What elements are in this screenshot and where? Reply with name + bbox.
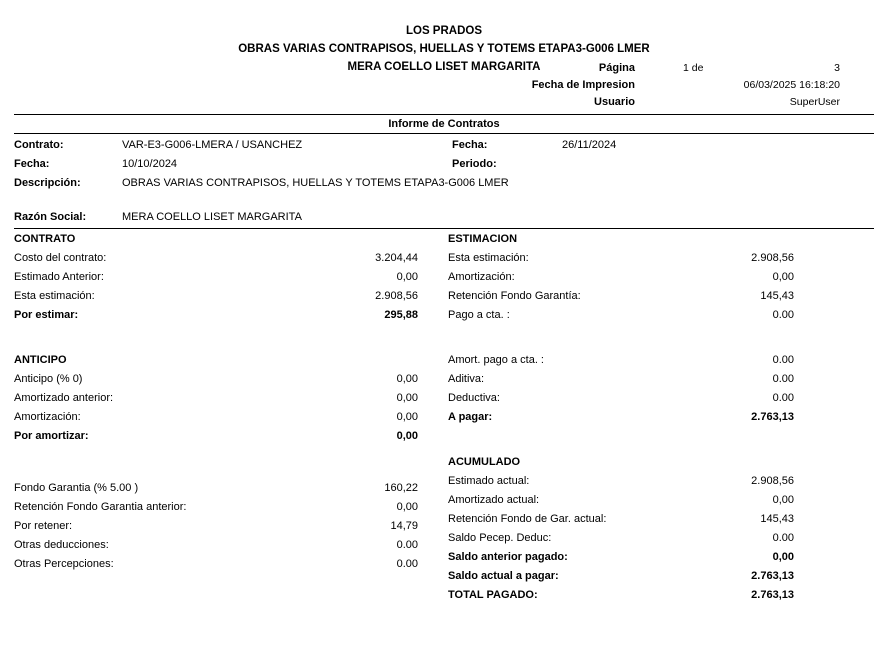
section-title-contrato: CONTRATO	[14, 233, 76, 245]
label-deductiva: Deductiva:	[448, 392, 500, 404]
value-contrato: VAR-E3-G006-LMERA / USANCHEZ	[122, 139, 303, 151]
amount-saldo-pecep-deduc: 0.00	[772, 532, 794, 544]
row-por-retener	[14, 517, 418, 536]
meta-value-fecha-impresion: 06/03/2025 16:18:20	[743, 79, 840, 91]
row-total-pagado	[448, 586, 794, 605]
spacer-pago	[448, 325, 794, 351]
label-otras-percepciones: Otras Percepciones:	[14, 558, 114, 570]
label-estimado-actual: Estimado actual:	[448, 475, 530, 487]
label-estimado-anterior: Estimado Anterior:	[14, 271, 104, 283]
meta-value-pagina: 1 de	[683, 62, 704, 74]
row-fondo-garantia	[14, 479, 418, 498]
label-amortizacion-right: Amortización:	[448, 271, 515, 283]
right-column	[448, 230, 794, 605]
row-anticipo-pct	[14, 370, 418, 389]
label-anticipo-pct: Anticipo (% 0)	[14, 373, 83, 385]
row-esta-estimacion-left	[14, 287, 418, 306]
row-por-estimar	[14, 306, 418, 325]
value-razon-social: MERA COELLO LISET MARGARITA	[122, 211, 302, 223]
amount-por-amortizar: 0,00	[396, 430, 418, 442]
row-saldo-anterior-pagado	[448, 548, 794, 567]
amount-esta-estimacion-right: 2.908,56	[751, 252, 794, 264]
label-por-estimar: Por estimar:	[14, 309, 79, 321]
report-banner: Informe de Contratos	[14, 114, 874, 134]
amount-amortizacion-left: 0,00	[396, 411, 418, 423]
row-costo-contrato	[14, 249, 418, 268]
section-title-estimacion: ESTIMACION	[448, 233, 518, 245]
amount-fondo-garantia: 160,22	[384, 482, 418, 494]
contract-row-contrato	[14, 136, 874, 155]
meta-value-usuario: SuperUser	[789, 96, 840, 108]
label-costo-contrato: Costo del contrato:	[14, 252, 107, 264]
label-saldo-pecep-deduc: Saldo Pecep. Deduc:	[448, 532, 552, 544]
row-retencion-fondo-garantia	[448, 287, 794, 306]
section-title-anticipo: ANTICIPO	[14, 354, 67, 366]
row-amort-pago-a-cta	[448, 351, 794, 370]
contract-row-fecha	[14, 155, 874, 174]
label-por-amortizar: Por amortizar:	[14, 430, 89, 442]
label-amortizado-anterior: Amortizado anterior:	[14, 392, 114, 404]
row-deductiva	[448, 389, 794, 408]
label-descripcion: Descripción:	[14, 177, 81, 189]
row-otras-percepciones	[14, 555, 418, 574]
label-retencion-fondo-garantia: Retención Fondo Garantía:	[448, 290, 581, 302]
amount-retencion-fondo-gar-actual: 145,43	[760, 513, 794, 525]
label-fecha-contrato: Fecha:	[452, 139, 488, 151]
row-estimado-anterior	[14, 268, 418, 287]
label-por-retener: Por retener:	[14, 520, 73, 532]
row-por-amortizar	[14, 427, 418, 446]
label-retencion-fondo-anterior: Retención Fondo Garantia anterior:	[14, 501, 187, 513]
row-amortizado-anterior	[14, 389, 418, 408]
label-saldo-anterior-pagado: Saldo anterior pagado:	[448, 551, 568, 563]
label-aditiva: Aditiva:	[448, 373, 485, 385]
amount-por-retener: 14,79	[390, 520, 418, 532]
row-amortizacion-left	[14, 408, 418, 427]
contractor-name-header: MERA COELLO LISET MARGARITA	[347, 61, 541, 73]
row-retencion-fondo-gar-actual	[448, 510, 794, 529]
contract-row-razon-social	[14, 209, 302, 226]
spacer-anticipo	[14, 325, 418, 351]
label-amortizado-actual: Amortizado actual:	[448, 494, 540, 506]
meta-row-fecha-impresion	[460, 77, 840, 94]
row-saldo-pecep-deduc	[448, 529, 794, 548]
label-amortizacion-left: Amortización:	[14, 411, 81, 423]
label-saldo-actual-a-pagar: Saldo actual a pagar:	[448, 570, 559, 582]
amount-pago-a-cta: 0.00	[772, 309, 794, 321]
row-saldo-actual-a-pagar	[448, 567, 794, 586]
spacer-acumulado	[448, 427, 794, 453]
amount-retencion-fondo-garantia: 145,43	[760, 290, 794, 302]
label-otras-deducciones: Otras deducciones:	[14, 539, 109, 551]
amount-anticipo-pct: 0,00	[396, 373, 418, 385]
meta-row-usuario	[460, 94, 840, 111]
row-amortizacion-right	[448, 268, 794, 287]
label-razon-social: Razón Social:	[14, 211, 87, 223]
row-amortizado-actual	[448, 491, 794, 510]
row-aditiva	[448, 370, 794, 389]
amount-aditiva: 0.00	[772, 373, 794, 385]
amount-a-pagar: 2.763,13	[751, 411, 794, 423]
row-pago-a-cta	[448, 306, 794, 325]
row-a-pagar	[448, 408, 794, 427]
amount-amortizado-actual: 0,00	[772, 494, 794, 506]
amount-esta-estimacion-left: 2.908,56	[375, 290, 418, 302]
value-fecha-contrato: 26/11/2024	[562, 139, 617, 151]
meta-value-pagina-total: 3	[834, 62, 840, 74]
amount-amortizacion-right: 0,00	[772, 271, 794, 283]
meta-label-pagina: Página	[598, 62, 635, 74]
amount-retencion-fondo-anterior: 0,00	[396, 501, 418, 513]
page-title: LOS PRADOS	[405, 25, 483, 37]
amount-amortizado-anterior: 0,00	[396, 392, 418, 404]
amount-deductiva: 0.00	[772, 392, 794, 404]
row-esta-estimacion-right	[448, 249, 794, 268]
amount-por-estimar: 295,88	[384, 309, 418, 321]
label-fecha: Fecha:	[14, 158, 50, 170]
row-retencion-fondo-anterior	[14, 498, 418, 517]
label-fondo-garantia: Fondo Garantia (% 5.00 )	[14, 482, 139, 494]
label-total-pagado: TOTAL PAGADO:	[448, 589, 538, 601]
row-estimado-actual	[448, 472, 794, 491]
amount-otras-deducciones: 0.00	[396, 539, 418, 551]
amount-amort-pago-a-cta: 0.00	[772, 354, 794, 366]
value-descripcion: OBRAS VARIAS CONTRAPISOS, HUELLAS Y TOTEMS ETAPA3-G006 LMER	[122, 177, 509, 189]
label-esta-estimacion-left: Esta estimación:	[14, 290, 95, 302]
label-esta-estimacion-right: Esta estimación:	[448, 252, 529, 264]
section-title-acumulado: ACUMULADO	[448, 456, 521, 468]
section-divider	[14, 228, 874, 229]
spacer-fondo	[14, 446, 418, 479]
meta-label-usuario: Usuario	[594, 96, 635, 108]
label-a-pagar: A pagar:	[448, 411, 493, 423]
contract-header-block	[14, 136, 874, 193]
amount-costo-contrato: 3.204,44	[375, 252, 418, 264]
header-meta	[460, 60, 840, 111]
label-pago-a-cta: Pago a cta. :	[448, 309, 510, 321]
project-subtitle: OBRAS VARIAS CONTRAPISOS, HUELLAS Y TOTEMS ETAPA3-G006 LMER	[238, 43, 650, 55]
label-contrato: Contrato:	[14, 139, 64, 151]
amount-otras-percepciones: 0.00	[396, 558, 418, 570]
amount-saldo-anterior-pagado: 0,00	[772, 551, 794, 563]
contract-row-descripcion	[14, 174, 874, 193]
value-fecha: 10/10/2024	[122, 158, 178, 170]
label-amort-pago-a-cta: Amort. pago a cta. :	[448, 354, 544, 366]
row-otras-deducciones	[14, 536, 418, 555]
label-retencion-fondo-gar-actual: Retención Fondo de Gar. actual:	[448, 513, 607, 525]
amount-saldo-actual-a-pagar: 2.763,13	[751, 570, 794, 582]
amount-estimado-actual: 2.908,56	[751, 475, 794, 487]
amount-total-pagado: 2.763,13	[751, 589, 794, 601]
amount-estimado-anterior: 0,00	[396, 271, 418, 283]
label-periodo: Periodo:	[452, 158, 497, 170]
meta-row-pagina	[460, 60, 840, 77]
meta-label-fecha-impresion: Fecha de Impresion	[531, 79, 635, 91]
left-column	[14, 230, 418, 574]
